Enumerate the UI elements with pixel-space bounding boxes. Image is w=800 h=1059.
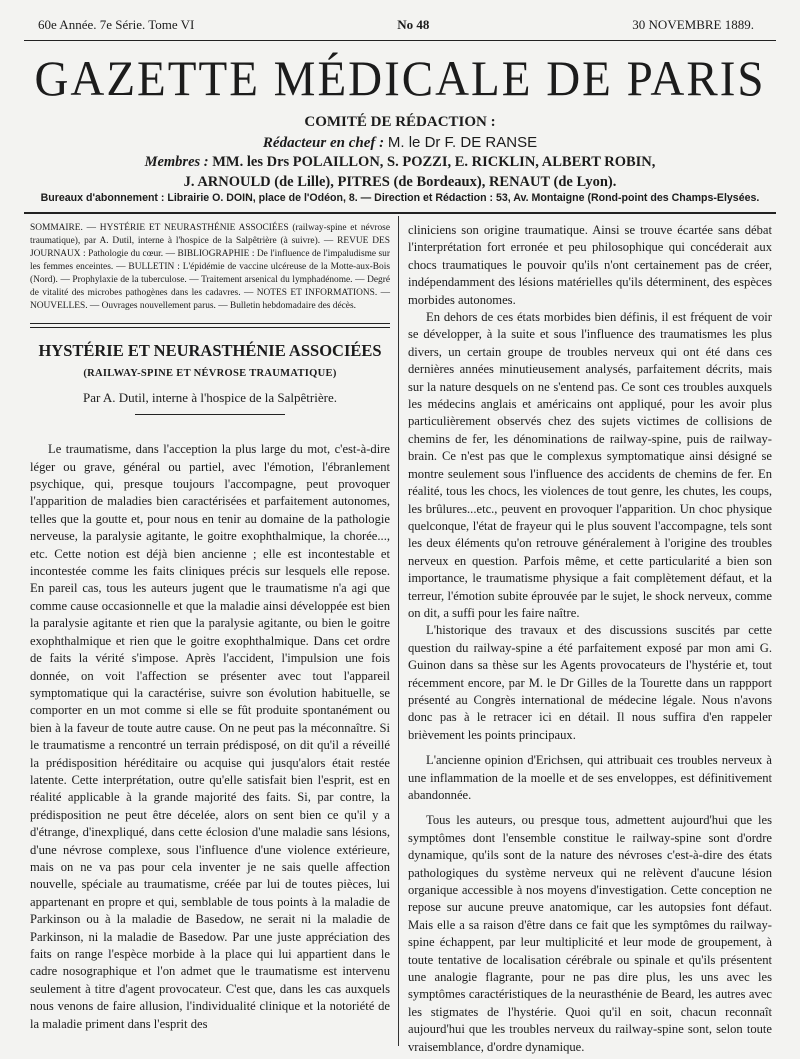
author-rule <box>135 414 285 415</box>
membres-names-1: MM. les Drs POLAILLON, S. POZZI, E. RICKLIN, ALBERT ROBIN, <box>212 154 656 170</box>
sommaire: SOMMAIRE. — HYSTÉRIE ET NEURASTHÉNIE ASSOCIÉES (railway-spine et névrose traumatique), par A. Dutil, interne à l'hospice de la Salpêtrière (à suivre). — REVUE DES JOURNAUX : Pathologie du cœur. — BIBLIOGRAPHIE : De l'influence de l'impaludisme sur les femmes enceintes. — BULLETIN : L'épidémie de vaccine ulcéreuse de la Motte-aux-Bois (Nord). — Prophylaxie de la tuberculose. — Traitement arsenical du lymphadénome. — Degré de vitalité des microbes pathogènes dans les cadavres. — NOTES ET INFORMATIONS. — NOUVELLES. — Ouvrages nouvellement parus. — Bulletin hebdomadaire des décès. <box>30 223 390 311</box>
left-column <box>30 222 390 1033</box>
column-divider <box>398 216 399 1046</box>
masthead-title: GAZETTE MÉDICALE DE PARIS <box>34 51 766 107</box>
sommaire-divider <box>30 323 390 328</box>
redacteur-line <box>0 134 800 152</box>
issue-header <box>38 14 754 36</box>
header-rule <box>24 40 776 41</box>
article-paragraph: cliniciens son origine traumatique. Ainsi se trouve écartée sans débat l'interprétation fort erronée et peu philosophique qui concéderait aux chocs traumatiques le pouvoir qu'ils n'ont certainement pas de créer, indépendamment des lésions matérielles qu'ils déterminent, des espèces morbides autonomes. <box>408 223 772 307</box>
redacteur-label: Rédacteur en chef : <box>262 135 385 151</box>
membres-label: Membres : <box>144 154 209 170</box>
comite-heading: COMITÉ DE RÉDACTION : <box>304 114 496 130</box>
issue-date: 30 NOVEMBRE 1889. <box>632 17 754 32</box>
redacteur-name: M. le Dr F. DE RANSE <box>387 134 538 151</box>
membres-names-2: J. ARNOULD (de Lille), PITRES (de Bordeaux), RENAUT (de Lyon). <box>183 174 617 190</box>
masthead-bottom-rule <box>24 212 776 214</box>
article-author: Par A. Dutil, interne à l'hospice de la Salpêtrière. <box>83 389 337 405</box>
article-paragraph: Tous les auteurs, ou presque tous, admettent aujourd'hui que les symptômes dont l'ensemble constitue le railway-spine sont d'ordre dynamique, qu'ils sont de la nature des névroses c'est-à-dire des états pathologiques du système nerveux qui ne relèvent d'aucune lésion organique accessible à nos moyens d'investigation. Cette conception ne repose sur aucune preuve anatomique, car les autopsies font défaut. Mais elle a sa raison d'être dans ce fait que les symptômes du railway-spine échappent, par leur multiplicité et leur mode de groupement, à toute tentative de localisation cérébrale ou spinale et qu'ils présentent une analogie flagrante, pour ne pas dire plus, les uns avec les symptômes caractéristiques de la neurasthénie de Beard, les autres avec les stigmates de l'hystérie. Quoi qu'il en soit, chacun reconnaît aujourd'hui que les troubles nerveux du railway-spine sont, selon toute vraisemblance, d'ordre dynamique. <box>408 813 772 1054</box>
right-column <box>408 222 772 1056</box>
issue-number: No 48 <box>397 17 430 32</box>
article-paragraph: En dehors de ces états morbides bien définis, il est fréquent de voir se développer, à la suite et sous l'influence des traumatismes les plus divers, un certain groupe de troubles nerveux qui ont été dans ces dernières années minutieusement analysés, parfaitement décrits, mais sur la nature desquels on ne s'entend pas. Ce sont ces troubles auxquels les médecins anglais et américains ont appliqué, pour les avoir plus particulièrement observés chez des sujets victimes de collisions de chemins de fer, les dénominations de railway-spine, puis de railway-brain. Ce n'est pas que le complexus symptomatique ainsi désigné se montre seulement sous l'influence des accidents de chemins de fer. En réalité, tous les chocs, les violences de tout genre, les chutes, les coups, les brûlures...etc., peuvent en provoquer l'apparition. Un choc physique quelconque, l'état de frayeur qui le plus souvent l'accompagne, tels sont les deux éléments qu'on retrouve généralement à l'origine des troubles nerveux en question. Parfois même, et cette particularité a bien son importance, le traumatisme physique a fait complètement défaut, et la terreur, l'émotion subite éprouvée par le sujet, le shock nerveux, comme on dit, a suffi pour les faire naître. <box>408 310 772 620</box>
article-title: HYSTÉRIE ET NEURASTHÉNIE ASSOCIÉES <box>38 341 382 360</box>
bureaux-abonnement: Bureaux d'abonnement : Librairie O. DOIN, place de l'Odéon, 8. — Direction et Rédaction : 53, Av. Montaigne (Rond-point des Champs-Elysées. <box>40 192 760 204</box>
article-paragraph: L'ancienne opinion d'Erichsen, qui attribuait ces troubles nerveux à une inflammation de la moelle et de ses enveloppes, est définitivement abandonnée. <box>408 753 772 802</box>
article-paragraph: Le traumatisme, dans l'acception la plus large du mot, c'est-à-dire léger ou grave, général ou partiel, avec l'émotion, l'ébranlement psychique, qui, presque toujours l'accompagne, peut provoquer l'apparition de maladies bien caractérisées et parfaitement autonomes, telles que la goutte et, pour nous en tenir au domaine de la pathologie nerveuse, la paralysie agitante, le goitre exophthalmique, la chorée..., etc. Cette notion est déjà bien ancienne ; elle est incontestable et incontestée comme les faits cliniques précis sur lesquels elle repose. En pareil cas, tous les auteurs jugent que le traumatisme n'a agi que comme cause occasionnelle et que la maladie ainsi développée est bien la paralysie agitante et rien que la paralysie agitante, ou bien le goitre exophthalmique et rien que le goitre exophthalmique. Dans cet ordre de faits la vérité s'impose. Après l'accident, l'impulsion une fois donnée, on voit l'affection se présenter avec tout l'appareil symptomatique qui la caractérise, suivre son évolution habituelle, se comporter en un mot comme si elle se fût produite spontanément ou bien à la faveur de toute autre cause. On ne peut pas la méconnaître. Si le traumatisme a rencontré un terrain prédisposé, on dit qu'il a réveillé la prédisposition héréditaire ou acquise qui jusqu'alors était restée latente. Cette interprétation, outre qu'elle satisfait bien l'esprit, est en réalité applicable à la grande majorité des faits. Si, par contre, la prédisposition ne peut être décelée, alors on sent bien ce qu'il y a d'étrange, d'inexpliqué, dans cette éclosion d'une maladie sans lésions, d'une névrose complexe, sous l'influence d'une violence extérieure, mais on ne va pas pour cela inventer je ne sais quelle affection nouvelle, spéciale au traumatisme, créée par lui de toutes pièces, lui appartenant en propre et qui, semblable de tous points à la maladie de Parkinson ou à la maladie de Basedow, ne serait ni la maladie de Parkinson, ni la maladie de Basedow. Par une juste appréciation des faits on range l'espèce morbide à la place qui lui appartient dans le cadre nosographique et l'on admet que le traumatisme est intervenu seulement à titre d'agent provocateur. C'est que, dans les cas auxquels nous venons de faire allusion, l'individualité clinique et la notoriété de la maladie priment dans l'esprit des <box>30 442 390 1031</box>
volume-info: 60e Année. 7e Série. Tome VI <box>38 17 195 32</box>
article-subtitle: (RAILWAY-SPINE ET NÉVROSE TRAUMATIQUE) <box>83 368 337 380</box>
article-paragraph: L'historique des travaux et des discussions suscités par cette question du railway-spine a été parfaitement exposé par mon ami G. Guinon dans sa thèse sur les Agents provocateurs de l'hystérie et, tout récemment encore, par M. le Dr Gilles de la Tourette dans un rappport présenté au Congrès international de médecine légale. Nous n'avons donc pas à le retracer ici en détail. Il nous suffira d'en rappeler brièvement les points principaux. <box>408 623 772 742</box>
membres-line <box>0 154 800 171</box>
